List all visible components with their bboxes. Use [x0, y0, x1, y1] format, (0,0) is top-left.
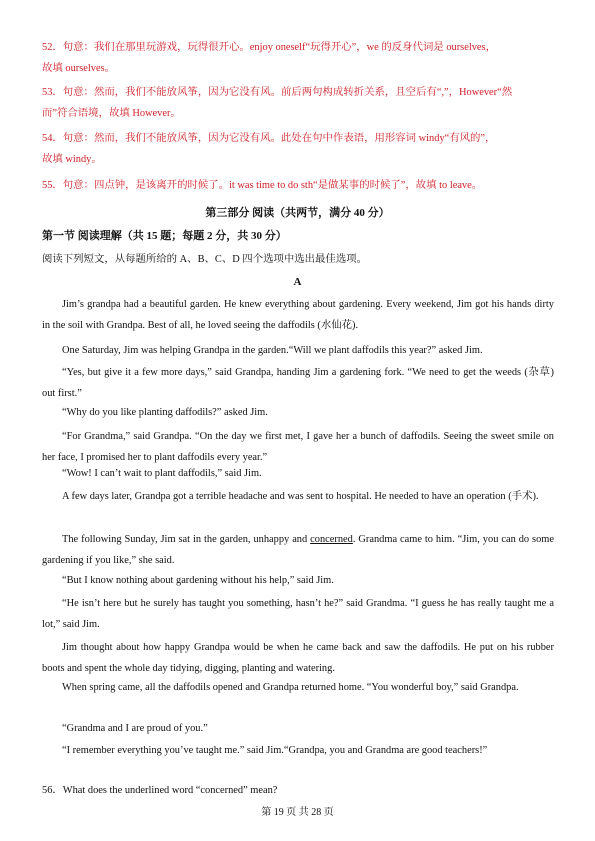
answer-52-line1: 52．句意：我们在那里玩游戏，玩得很开心。enjoy oneself“玩得开心”，we 的反身代词是 ourselves， [42, 42, 496, 53]
passage-paragraph-6: “Wow! I can’t wait to plant daffodils,” said Jim. [62, 468, 262, 479]
answer-53-line1: 53．句意：然而，我们不能放风筝，因为它没有风。前后两句构成转折关系，且空后有“,”，However“然 [42, 87, 513, 98]
paragraph-8-start: The following Sunday, Jim sat in the garden, unhappy and [62, 534, 311, 545]
passage-paragraph-10: “He isn’t here but he surely has taught you something, hasn’t he?” said Grandma. “I guess he has really taught me a lot,” said Jim. [42, 598, 554, 630]
passage-paragraph-4: “Why do you like planting daffodils?” asked Jim. [62, 407, 268, 418]
passage-paragraph-3: “Yes, but give it a few more days,” said Grandpa, handing Jim a gardening fork. “We need to get the weeds (杂草) out first.” [42, 367, 554, 399]
answer-52 [42, 37, 554, 79]
answer-54-line2: 故填 windy。 [42, 154, 102, 165]
answer-54-line1: 54．句意：然而，我们不能放风筝，因为它没有风。此处在句中作表语，用形容词 windy“有风的”， [42, 133, 496, 144]
part-title: 第三部分 阅读（共两节，满分 40 分） [205, 207, 390, 219]
underlined-word: concerned [310, 534, 353, 545]
section-title: 第一节 阅读理解（共 15 题；每题 2 分，共 30 分） [42, 230, 287, 242]
answer-53 [42, 82, 554, 124]
answer-55 [42, 175, 554, 196]
passage-paragraph-14: “I remember everything you’ve taught me.” said Jim.“Grandpa, you and Grandma are good teachers!” [62, 745, 488, 756]
paragraph-8-end: . Grandma came to him. “Jim, you can do some gardening if you like,” she said. [42, 534, 554, 566]
answer-55-line1: 55．句意：四点钟，是该离开的时候了。it was time to do sth“是做某事的时候了”，故填 to leave。 [42, 180, 483, 191]
passage-label: A [293, 276, 302, 288]
instructions: 阅读下列短文，从每题所给的 A、B、C、D 四个选项中选出最佳选项。 [42, 254, 367, 265]
passage-paragraph-9: “But I know nothing about gardening without his help,” said Jim. [62, 575, 334, 586]
passage-paragraph-13: “Grandma and I are proud of you.” [62, 723, 208, 734]
answer-52-line2: 故填 ourselves。 [42, 63, 116, 74]
question-56: 56．What does the underlined word “concerned” mean? [42, 785, 278, 796]
passage-paragraph-2: One Saturday, Jim was helping Grandpa in the garden.“Will we plant daffodils this year?” asked Jim. [62, 345, 483, 356]
passage-paragraph-1: Jim’s grandpa had a beautiful garden. He knew everything about gardening. Every weekend, Jim got his hands dirty in the soil with Grandpa. Best of all, he loved seeing the daffodils (水仙花). [42, 299, 554, 331]
answer-54 [42, 128, 554, 170]
passage-paragraph-7: A few days later, Grandpa got a terrible headache and was sent to hospital. He needed to have an operation (手术). [62, 491, 539, 502]
passage-paragraph-11: Jim thought about how happy Grandpa would be when he came back and saw the daffodils. He put on his rubber boots and spent the whole day tidying, digging, planting and watering. [42, 642, 554, 674]
passage-paragraph-5: “For Grandma,” said Grandpa. “On the day we first met, I gave her a bunch of daffodils. Seeing the sweet smile on her face, I promised her to plant daffodils every year.” [42, 431, 554, 463]
passage-paragraph-8 [42, 529, 554, 571]
passage-paragraph-12: When spring came, all the daffodils opened and Grandpa returned home. “You wonderful boy,” said Grandpa. [62, 682, 519, 693]
answer-53-line2: 而”符合语境，故填 However。 [42, 108, 181, 119]
page-footer: 第 19 页 共 28 页 [261, 807, 334, 818]
